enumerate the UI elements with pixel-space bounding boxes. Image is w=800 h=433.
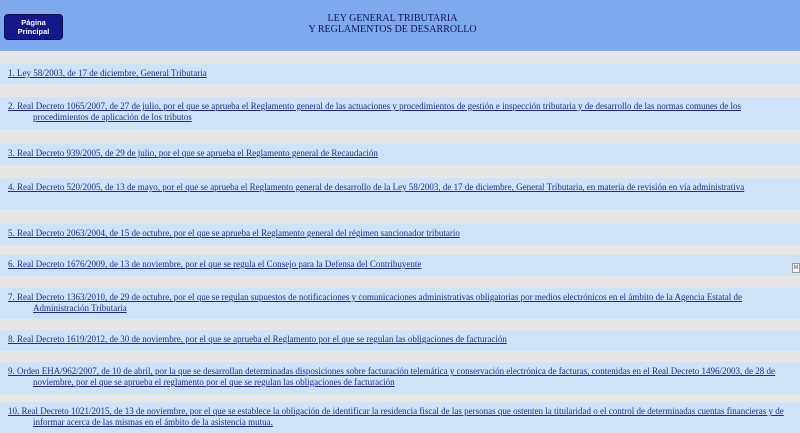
list-item-7 [0, 288, 800, 319]
law-link-4[interactable]: 4. Real Decreto 520/2005, de 13 de mayo, por el que se aprueba el Reglamento general de desarrollo de la Ley 58/2003, de 17 de diciembre, General Tributaria, en materia de revisión en vía administrativa [8, 182, 745, 192]
list-item-2 [0, 97, 800, 129]
list-item-10 [0, 402, 800, 433]
list-item-6 [0, 255, 800, 276]
list-item-8 [0, 330, 800, 351]
law-link-9[interactable]: 9. Orden EHA/962/2007, de 10 de abril, por la que se desarrollan determinadas disposiciones sobre facturación telemática y conservación electrónica de facturas, contenidas en el Real Decreto 1496/2003, de 28 de noviembre, por el que se aprueba el reglamento por el que se regulan las obligaciones de facturación [8, 366, 775, 387]
law-link-7[interactable]: 7. Real Decreto 1363/2010, de 29 de octubre, por el que se regulan supuestos de notificaciones y comunicaciones administrativas obligatorias por medios electrónicos en el ámbito de la Agencia Estatal de Administración Tributaria [8, 292, 743, 313]
home-button[interactable] [4, 14, 63, 40]
law-link-6[interactable]: 6. Real Decreto 1676/2009, de 13 de noviembre, por el que se regula el Consejo para la Defensa del Contribuyente [8, 259, 422, 269]
home-button-label-line1: Página [21, 18, 46, 27]
law-link-3[interactable]: 3. Real Decreto 939/2005, de 29 de julio, por el que se aprueba el Reglamento general de Recaudación [8, 148, 378, 158]
law-link-2[interactable]: 2. Real Decreto 1065/2007, de 27 de julio, por el que se aprueba el Reglamento general de las actuaciones y procedimientos de gestión e inspección tributaria y de desarrollo de las normas comunes de los procedimientos de aplicación de los tributos [8, 101, 742, 122]
list-item-4 [0, 178, 800, 209]
law-link-8[interactable]: 8. Real Decreto 1619/2012, de 30 de noviembre, por el que se aprueba el Reglamento por el que se regulan las obligaciones de facturación [8, 334, 507, 344]
list-item-1 [0, 64, 800, 84]
page-title-line1: LEY GENERAL TRIBUTARIA [327, 13, 458, 24]
scroll-handle[interactable]: M [793, 265, 799, 271]
page-title [200, 13, 585, 35]
list-item-9 [0, 362, 800, 394]
list-item-5 [0, 224, 800, 245]
law-link-10[interactable]: 10. Real Decreto 1021/2015, de 13 de noviembre, por el que se establece la obligación de identificar la residencia fiscal de las personas que ostenten la titularidad o el control de determinadas cuentas financieras y de informar acerca de las mismas en el ámbito de la asistencia mutua. [8, 406, 784, 427]
law-link-5[interactable]: 5. Real Decreto 2063/2004, de 15 de octubre, por el que se aprueba el Reglamento general del régimen sancionador tributario [8, 228, 460, 238]
law-link-1[interactable]: 1. Ley 58/2003, de 17 de diciembre, General Tributaria [8, 68, 207, 78]
list-item-3 [0, 144, 800, 165]
header-bar [0, 0, 800, 51]
home-button-label-line2: Principal [17, 27, 50, 36]
page-title-line2: Y REGLAMENTOS DE DESARROLLO [308, 24, 477, 35]
